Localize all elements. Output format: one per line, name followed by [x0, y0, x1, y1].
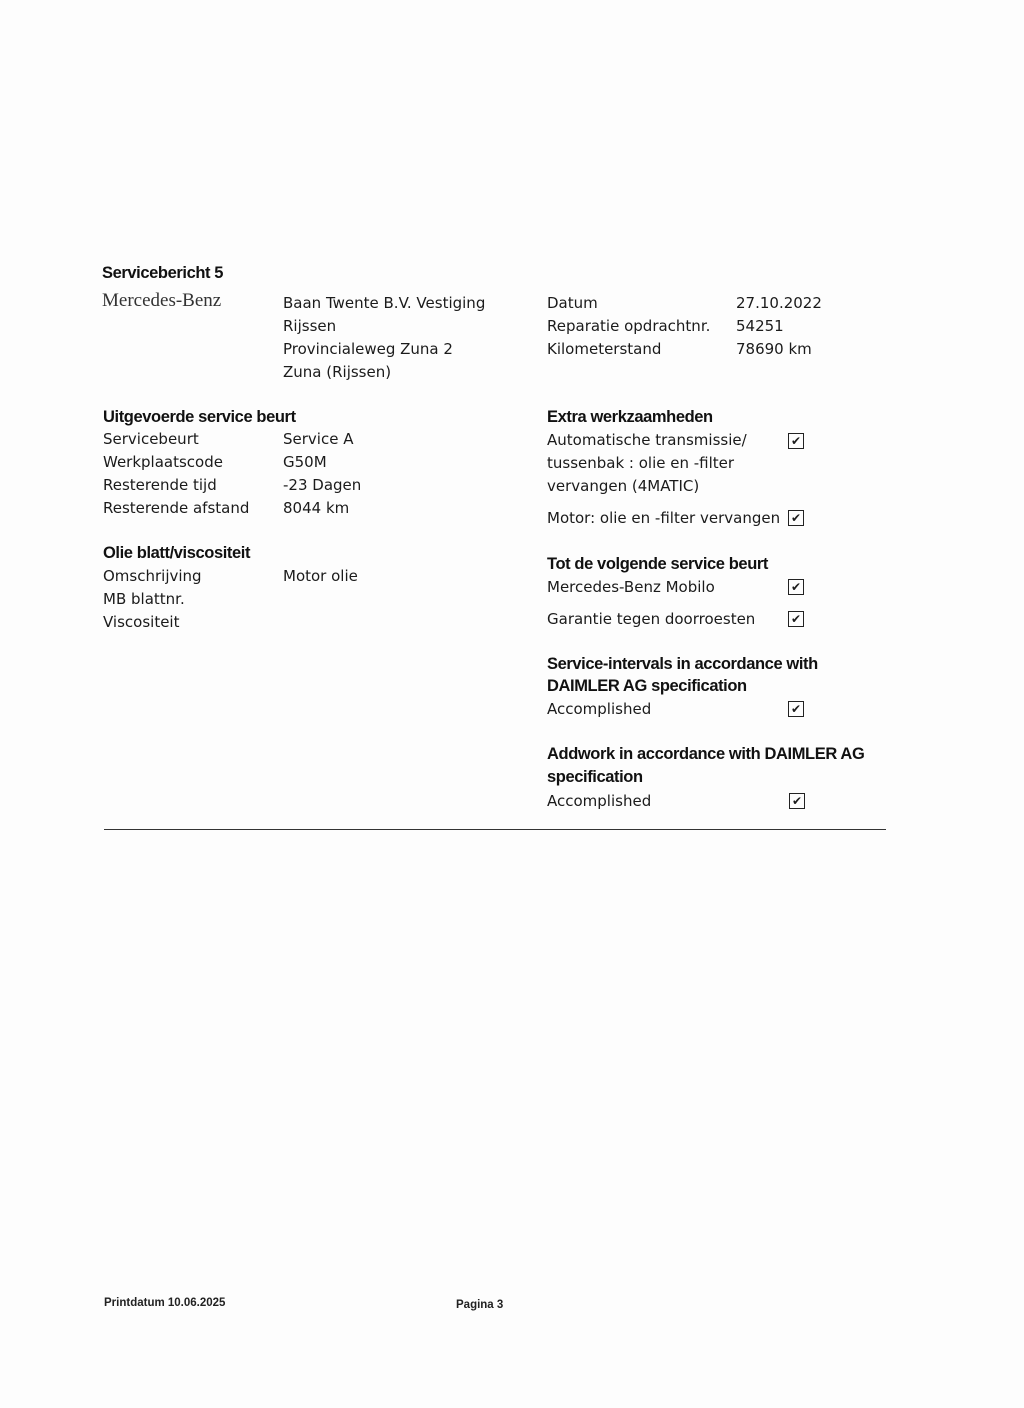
row-label: Werkplaatscode	[103, 453, 223, 471]
info-label: Datum	[547, 294, 598, 312]
row-label: Resterende tijd	[103, 476, 217, 494]
item-label: Accomplished	[547, 792, 652, 810]
checkbox-checked: ✔	[788, 433, 804, 449]
info-value: 27.10.2022	[736, 294, 822, 312]
dealer-line: Zuna (Rijssen)	[283, 363, 392, 381]
divider	[104, 829, 886, 830]
item-label: Garantie tegen doorroesten	[547, 610, 756, 628]
item-label: Automatische transmissie/	[547, 431, 747, 449]
section-heading: specification	[547, 768, 643, 786]
section-heading: Service-intervals in accordance with	[547, 655, 818, 673]
info-label: Reparatie opdrachtnr.	[547, 317, 711, 335]
checkbox-checked: ✔	[789, 793, 805, 809]
row-label: Omschrijving	[103, 567, 202, 585]
info-value: 54251	[736, 317, 784, 335]
section-heading: Extra werkzaamheden	[547, 408, 713, 426]
row-value: 8044 km	[283, 499, 350, 517]
print-date: Printdatum 10.06.2025	[104, 1297, 226, 1309]
brand-logo: Mercedes-Benz	[102, 290, 222, 311]
row-label: Resterende afstand	[103, 499, 250, 517]
section-heading: DAIMLER AG specification	[547, 677, 747, 695]
row-value: Motor olie	[283, 567, 358, 585]
row-label: MB blattnr.	[103, 590, 185, 608]
dealer-line: Rijssen	[283, 317, 337, 335]
checkbox-checked: ✔	[788, 510, 804, 526]
item-label: Accomplished	[547, 700, 652, 718]
dealer-line: Provincialeweg Zuna 2	[283, 340, 453, 358]
item-label: vervangen (4MATIC)	[547, 477, 700, 495]
row-value: G50M	[283, 453, 327, 471]
section-heading: Addwork in accordance with DAIMLER AG	[547, 745, 865, 763]
row-label: Servicebeurt	[103, 430, 199, 448]
checkbox-checked: ✔	[788, 701, 804, 717]
section-heading: Tot de volgende service beurt	[547, 555, 768, 573]
item-label: Motor: olie en -filter vervangen	[547, 509, 781, 527]
section-heading: Olie blatt/viscositeit	[103, 544, 251, 562]
page-number: Pagina 3	[456, 1299, 504, 1311]
row-label: Viscositeit	[103, 613, 180, 631]
document-title: Servicebericht 5	[102, 264, 224, 282]
checkbox-checked: ✔	[788, 611, 804, 627]
section-heading: Uitgevoerde service beurt	[103, 408, 296, 426]
info-label: Kilometerstand	[547, 340, 662, 358]
row-value: -23 Dagen	[283, 476, 362, 494]
row-value: Service A	[283, 430, 354, 448]
dealer-line: Baan Twente B.V. Vestiging	[283, 294, 486, 312]
item-label: Mercedes-Benz Mobilo	[547, 578, 715, 596]
item-label: tussenbak : olie en -filter	[547, 454, 735, 472]
checkbox-checked: ✔	[788, 579, 804, 595]
info-value: 78690 km	[736, 340, 812, 358]
